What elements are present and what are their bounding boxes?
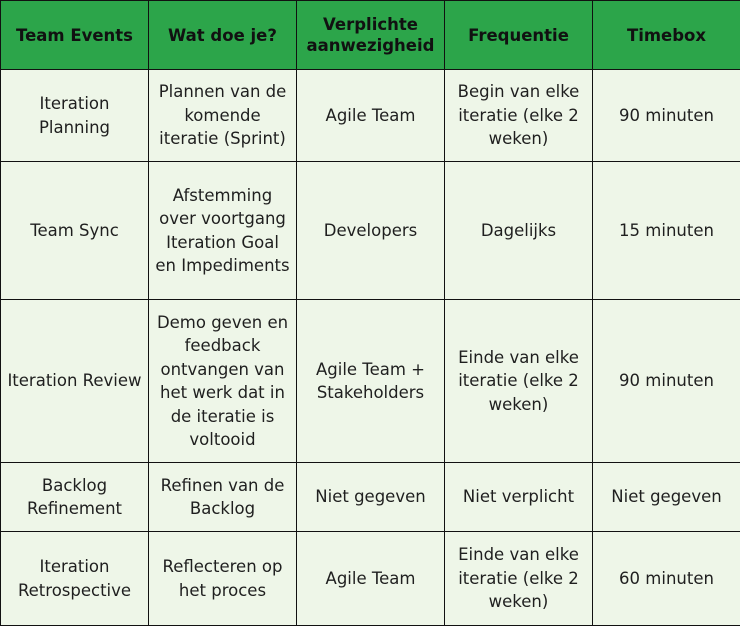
cell-description: Afstemming over voortgang Iteration Goal en Impediments (149, 162, 297, 300)
cell-event: Iteration Review (1, 300, 149, 463)
header-team-events: Team Events (1, 1, 149, 70)
header-frequentie: Frequentie (445, 1, 593, 70)
cell-event: Iteration Retrospective (1, 532, 149, 626)
table-row (1, 463, 740, 532)
cell-attendance: Niet gegeven (297, 463, 445, 532)
cell-attendance: Developers (297, 162, 445, 300)
cell-attendance: Agile Team (297, 70, 445, 162)
header-row (1, 1, 740, 70)
header-timebox: Timebox (593, 1, 740, 70)
cell-timebox: 15 minuten (593, 162, 740, 300)
cell-attendance: Agile Team + Stakeholders (297, 300, 445, 463)
table-header (1, 1, 740, 70)
cell-attendance: Agile Team (297, 532, 445, 626)
cell-frequency: Einde van elke iteratie (elke 2 weken) (445, 532, 593, 626)
header-wat-doe-je: Wat doe je? (149, 1, 297, 70)
cell-description: Demo geven en feedback ontvangen van het werk dat in de iteratie is voltooid (149, 300, 297, 463)
table-row (1, 162, 740, 300)
cell-description: Refinen van de Backlog (149, 463, 297, 532)
cell-timebox: Niet gegeven (593, 463, 740, 532)
cell-event: Backlog Refinement (1, 463, 149, 532)
cell-frequency: Niet verplicht (445, 463, 593, 532)
cell-frequency: Dagelijks (445, 162, 593, 300)
cell-timebox: 90 minuten (593, 70, 740, 162)
cell-frequency: Begin van elke iteratie (elke 2 weken) (445, 70, 593, 162)
table-row (1, 300, 740, 463)
cell-event: Team Sync (1, 162, 149, 300)
table-row (1, 532, 740, 626)
table-row (1, 70, 740, 162)
cell-description: Reflecteren op het proces (149, 532, 297, 626)
header-verplichte-aanwezigheid: Verplichte aanwezigheid (297, 1, 445, 70)
cell-event: Iteration Planning (1, 70, 149, 162)
table-body (1, 70, 740, 626)
cell-timebox: 60 minuten (593, 532, 740, 626)
cell-frequency: Einde van elke iteratie (elke 2 weken) (445, 300, 593, 463)
cell-description: Plannen van de komende iteratie (Sprint) (149, 70, 297, 162)
cell-timebox: 90 minuten (593, 300, 740, 463)
